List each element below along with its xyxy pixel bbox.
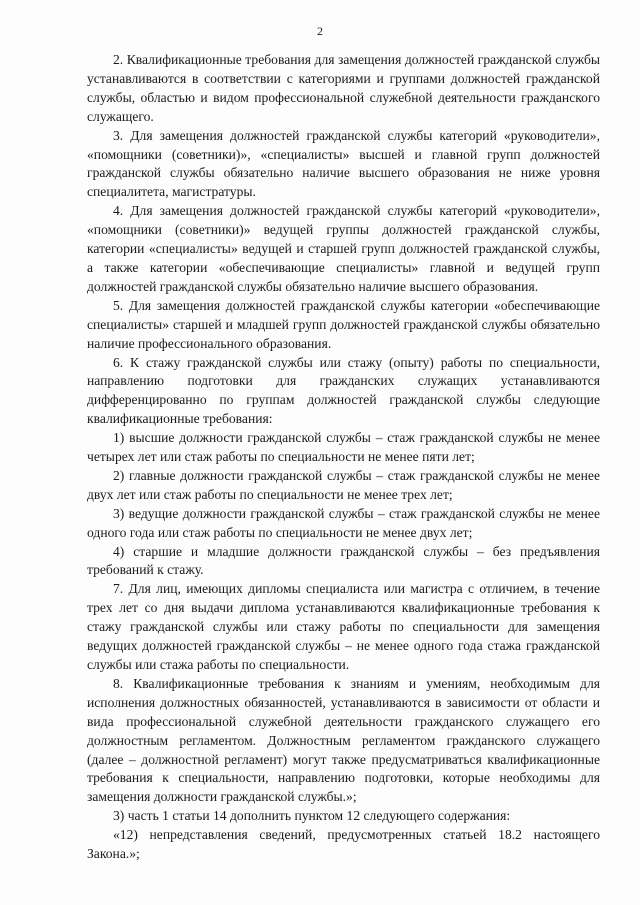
paragraph-item-8: 8. Квалификационные требования к знаниям и умениям, необходимым для исполнения должностных обязанностей, устанавливаются в зависимости от области и вида профессиональной служебной деятельности гражданского служащего его должностным регламентом. Должностным регламентом гражданского служащего (далее – должностной регламент) могут также предусматриваться квалификационные требования к специальности, направлению подготовки, которые необходимы для замещения должности гражданской службы.»; [87, 675, 600, 805]
list-item-2: 2) главные должности гражданской службы – стаж гражданской службы не менее двух лет или стаж работы по специальности не менее трех лет; [87, 467, 600, 502]
amendment-item-3: 3) часть 1 статьи 14 дополнить пунктом 12 следующего содержания: [113, 808, 511, 824]
document-body [87, 51, 600, 864]
paragraph-item-4: 4. Для замещения должностей гражданской службы категорий «руководители», «помощники (советники)» ведущей группы должностей гражданской службы, категории «специалисты» ведущей и старшей групп должностей гражданской службы, а также категории «обеспечивающие специалисты» главной и ведущей групп должностей гражданской службы обязательно наличие высшего образования. [87, 203, 600, 294]
amendment-item-12: «12) непредставления сведений, предусмотренных статьей 18.2 настоящего Закона.»; [87, 827, 600, 862]
paragraph-item-2: 2. Квалификационные требования для замещения должностей гражданской службы устанавливаются в соответствии с категориями и группами должностей гражданской службы, областью и видом профессиональной служебной деятельности гражданского служащего. [87, 52, 600, 124]
paragraph-item-3: 3. Для замещения должностей гражданской службы категорий «руководители», «помощники (советники)», «специалисты» высшей и главной групп должностей гражданской службы обязательно наличие высшего образования не ниже уровня специалитета, магистратуры. [87, 127, 600, 200]
paragraph-item-7: 7. Для лиц, имеющих дипломы специалиста или магистра с отличием, в течение трех лет со дня выдачи диплома устанавливаются квалификационные требования к стажу гражданской службы или стажу работы по специальности для замещения ведущих должностей гражданской службы – не менее одного года стажа гражданской службы или стажа работы по специальности. [87, 581, 600, 672]
page-number: 2 [317, 24, 323, 38]
list-item-1: 1) высшие должности гражданской службы – стаж гражданской службы не менее четырех лет или стаж работы по специальности не менее пяти лет; [87, 430, 600, 465]
list-item-3: 3) ведущие должности гражданской службы – стаж гражданской службы не менее одного года или стаж работы по специальности не менее двух лет; [87, 505, 600, 540]
paragraph-item-6: 6. К стажу гражданской службы или стажу (опыту) работы по специальности, направлению подготовки для гражданских служащих устанавливаются дифференцированно по группам должностей гражданской службы следующие квалификационные требования: [87, 354, 600, 427]
paragraph-item-5: 5. Для замещения должностей гражданской службы категории «обеспечивающие специалисты» старшей и младшей групп должностей гражданской службы обязательно наличие профессионального образования. [87, 297, 600, 351]
list-item-4: 4) старшие и младшие должности гражданской службы – без предъявления требований к стажу. [87, 543, 600, 578]
